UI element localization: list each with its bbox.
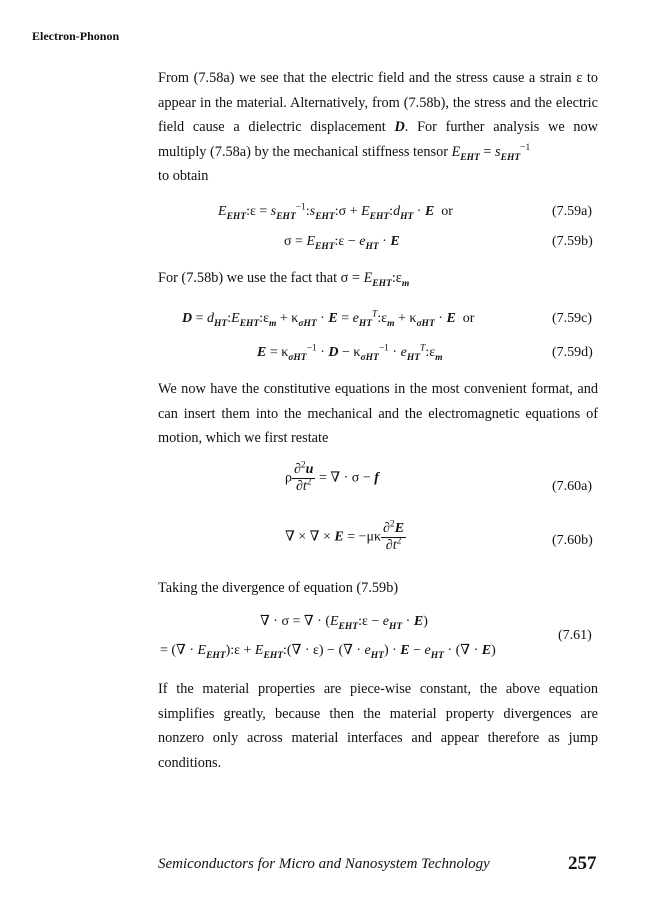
- fraction-d2u-dt2: $\frac{\partial^2u}{\partial t^2}$: [294, 460, 314, 494]
- equation-number-759b: (7.59b): [552, 234, 593, 249]
- paragraph-intro: [158, 66, 598, 189]
- equation-759a: $E_{EHT}:\varepsilon$ = $s_{EHT}^{-1}:s_{EHT}:\sigma$ + $E_{EHT}:d_{HT} \cdot E$ or: [218, 202, 453, 222]
- equation-number-759d: (7.59d): [552, 345, 593, 360]
- or-word: or: [462, 311, 475, 326]
- running-header: Electron-Phonon: [32, 29, 120, 43]
- inline-math-stress: $\sigma = E_{EHT}:\varepsilon_m$: [340, 270, 410, 289]
- paragraph-piecewise: [158, 677, 598, 775]
- footer-book-title: Semiconductors for Micro and Nanosystem Technology: [158, 856, 490, 872]
- intro-text-b: . For further analysis we now multiply (7.58a) by the mechanical stiffness tensor: [158, 119, 599, 160]
- equation-number-761: (7.61): [558, 628, 592, 643]
- equation-761-line1: ∇ · σ = ∇ · $(E_{EHT}:\varepsilon - e_{HT} \cdot E)$: [260, 614, 428, 632]
- constitutive-text: We now have the constitutive equations in the most convenient format, and can insert them into the mechanical and the electromagnetic equations of motion, which we first restate: [158, 381, 598, 447]
- paragraph-divergence: [158, 576, 598, 601]
- divergence-text: Taking the divergence of equation (7.59b): [158, 580, 399, 596]
- paragraph-constitutive: [158, 377, 598, 451]
- fact-text: For (7.58b) we use the fact that: [158, 270, 338, 286]
- equation-760a: ρ $\frac{\partial^2u}{\partial t^2}$ = ∇ · σ − f: [285, 460, 379, 494]
- equation-759b: $\sigma = E_{EHT}:\varepsilon - e_{HT} \cdot E$: [284, 234, 400, 252]
- equation-759d: $E = \kappa_{\sigma HT}^{-1} \cdot D - \kappa_{\sigma HT}^{-1}$ · $e_{HT}^T:\varepsilon_m$: [257, 343, 443, 363]
- or-word: or: [441, 204, 453, 219]
- equation-761-line2: = (∇ · $E_{EHT}):\varepsilon$ + $E_{EHT}:(\nabla \cdot \varepsilon)$ − (∇ · $e_{HT}) \cdot E - e_{HT}$ · (∇ · E): [160, 643, 496, 661]
- paragraph-fact: [158, 266, 598, 291]
- equation-number-759a: (7.59a): [552, 204, 593, 219]
- equation-number-759c: (7.59c): [552, 311, 593, 326]
- equation-number-760a: (7.60a): [552, 479, 593, 494]
- fraction-d2E-dt2: $\frac{\partial^2E}{\partial t^2}$: [383, 519, 405, 553]
- intro-text-c: to obtain: [158, 168, 209, 185]
- intro-text-a: From (7.58a) we see that the electric field and the stress cause a strain ε to appear in the material. Alternatively, from (7.58b), the stress and the electric field cause a dielectric displacement: [158, 70, 598, 136]
- equation-760b: ∇ × ∇ × E = −μκ $\frac{\partial^2E}{\partial t^2}$: [285, 519, 405, 553]
- piecewise-text: If the material properties are piece-wise constant, the above equation simplifies greatly, because then the material property divergences are nonzero only across material interfaces and appear therefore as jump conditions.: [158, 681, 598, 771]
- inline-math-stiffness: $E_{EHT} = s_{EHT}^{-1}$: [451, 143, 531, 163]
- equation-number-760b: (7.60b): [552, 533, 593, 548]
- equation-759c: $D = d_{HT}:E_{EHT}:\varepsilon_m + \kappa_{\sigma HT} \cdot E$ = $e_{HT}^T:\varepsilon_m + \kappa_{\sigma HT} \cdot E$ or: [182, 309, 475, 329]
- symbol-D: D: [394, 119, 405, 136]
- page-number: 257: [568, 853, 597, 874]
